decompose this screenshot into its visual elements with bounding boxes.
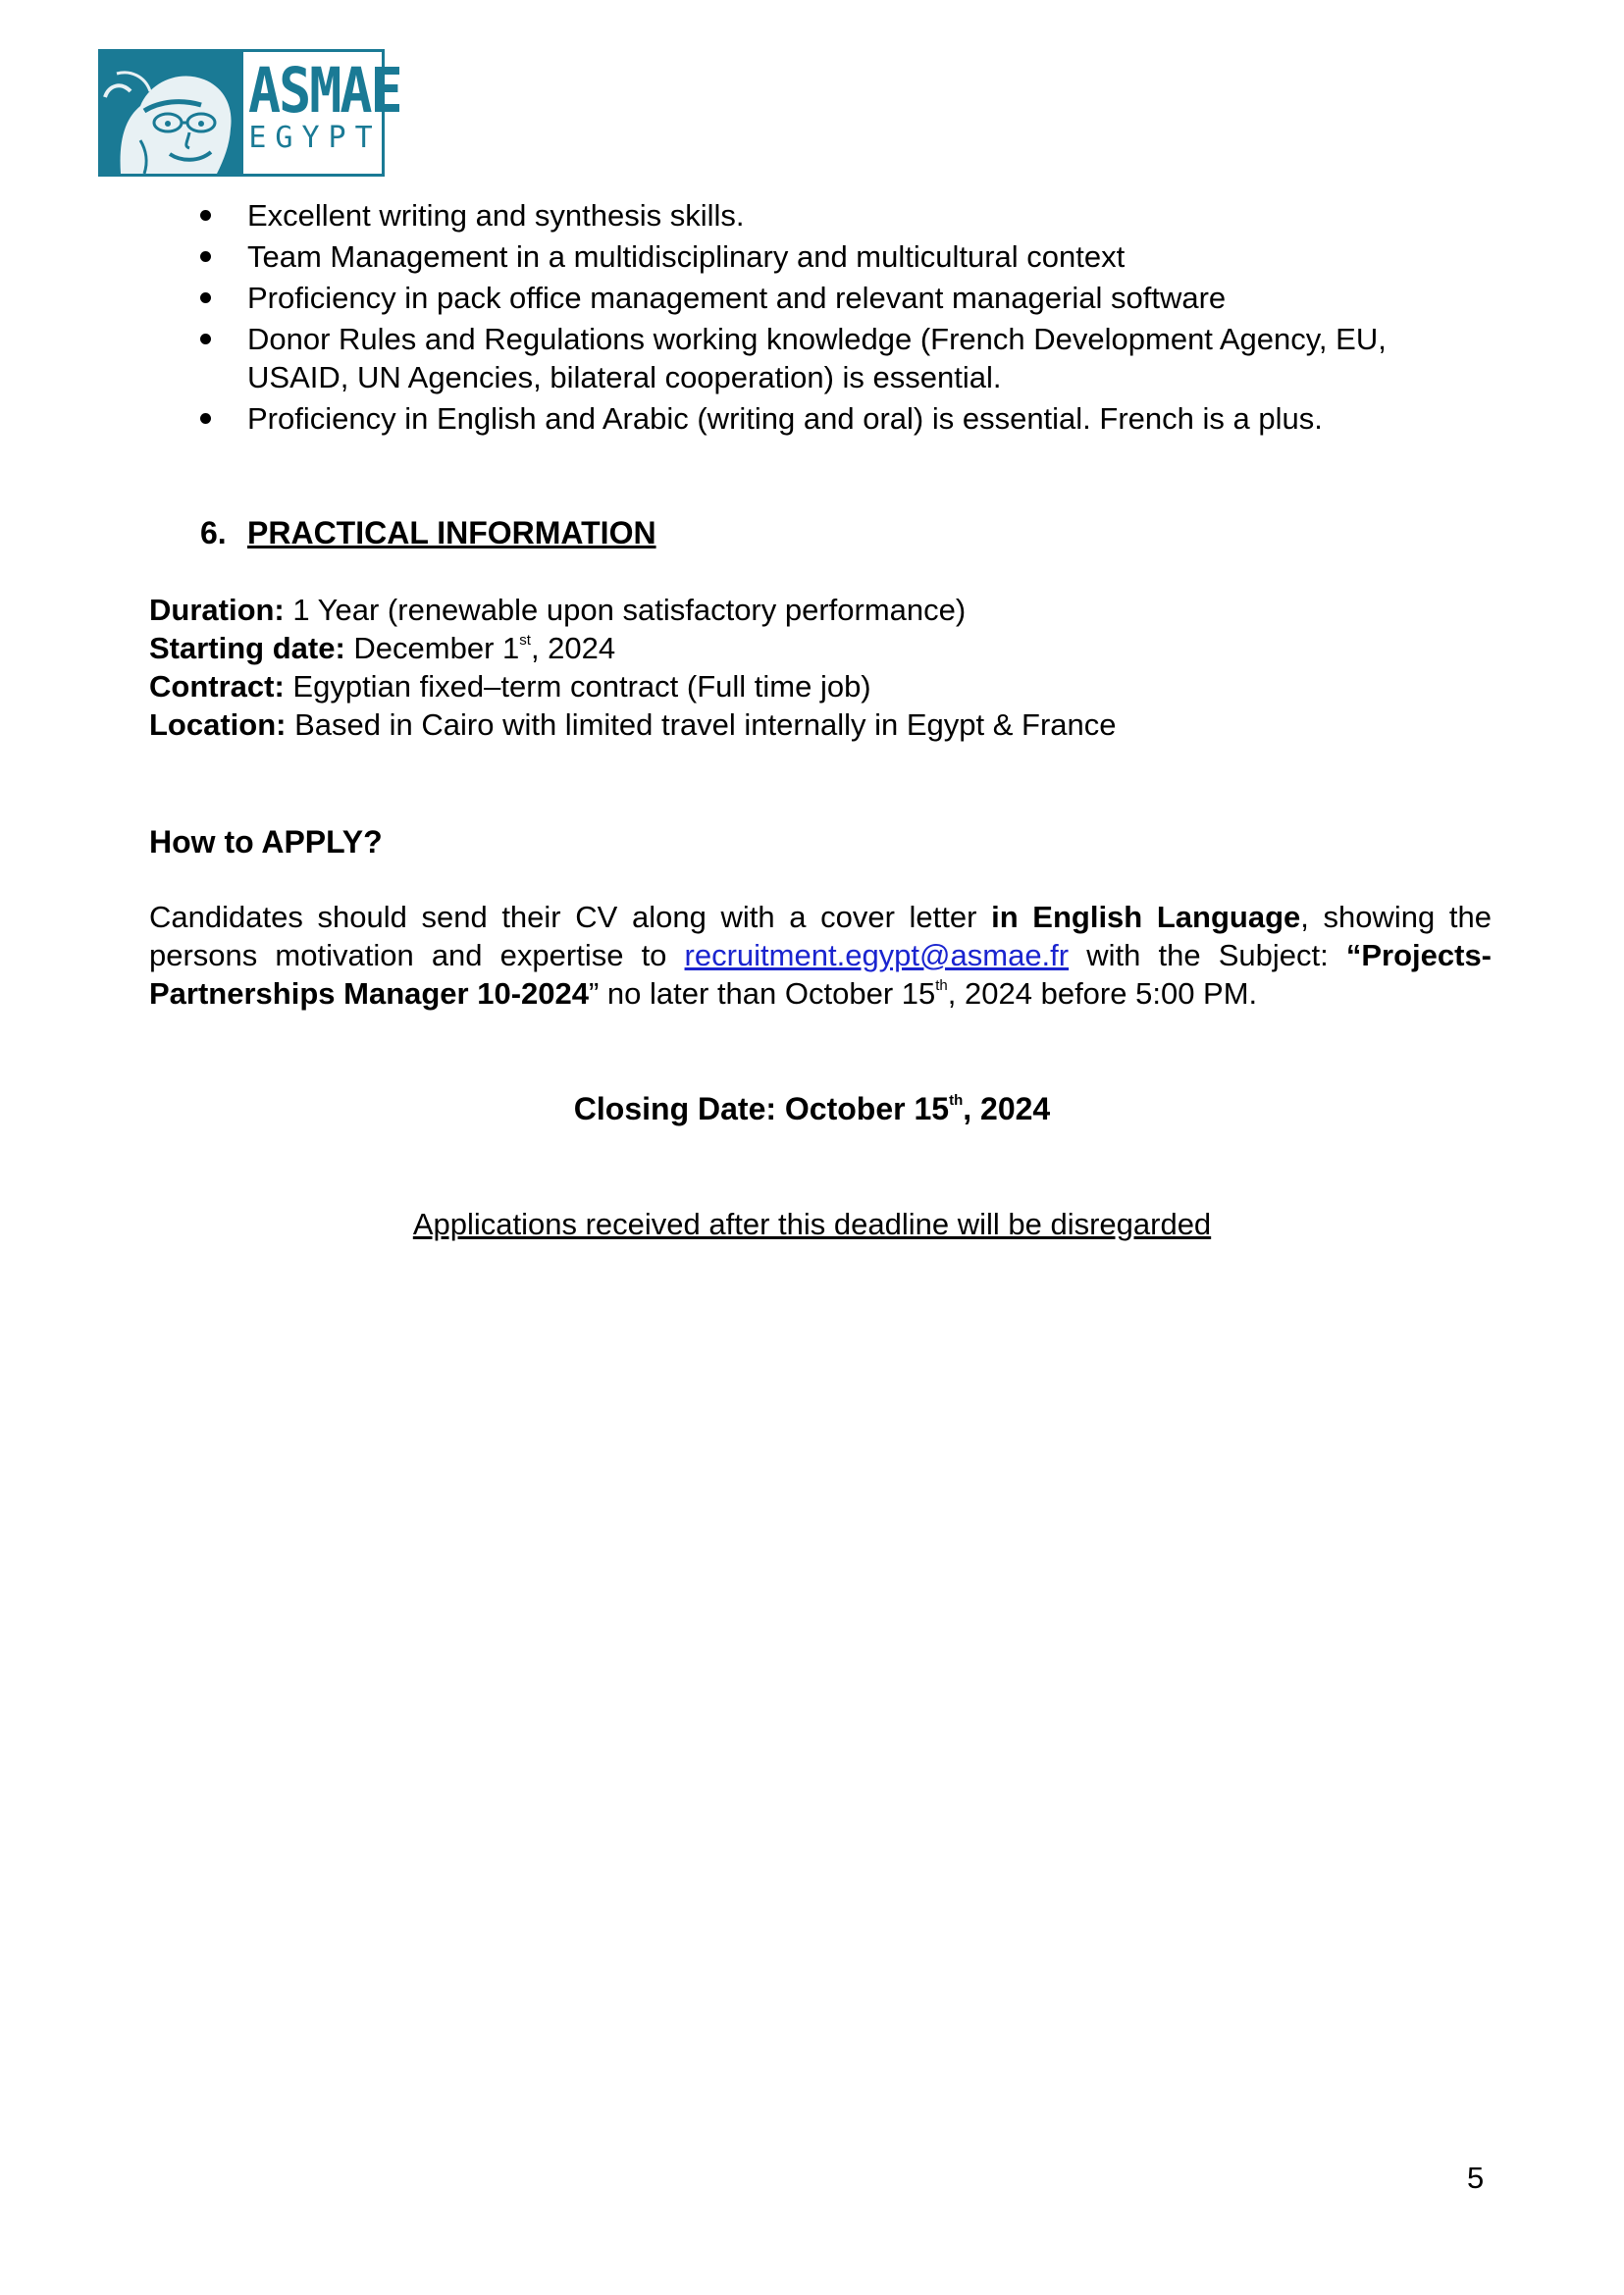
list-item-text: Proficiency in English and Arabic (writing and oral) is essential. French is a plus.: [247, 401, 1323, 436]
list-item: [200, 196, 1495, 235]
starting-date-value: [353, 631, 615, 665]
duration-row: [149, 591, 1484, 629]
bullet-icon: [200, 413, 211, 424]
closing-date: [0, 1089, 1624, 1128]
list-item: [200, 279, 1495, 317]
closing-date-year: , 2024: [963, 1091, 1051, 1126]
bullet-icon: [200, 210, 211, 221]
apply-text: ” no later than October 15: [589, 976, 936, 1011]
duration-value: 1 Year (renewable upon satisfactory performance): [292, 593, 967, 627]
list-item: [200, 237, 1495, 276]
location-row: [149, 705, 1484, 744]
starting-date-row: [149, 629, 1484, 667]
apply-language-emphasis: in English Language: [991, 900, 1301, 934]
ordinal-suffix: th: [935, 976, 948, 994]
list-item-text: Donor Rules and Regulations working knowledge (French Development Agency, EU, USAID, UN Agencies, bilateral cooperation) is essential.: [247, 322, 1387, 394]
list-item-text: Proficiency in pack office management and relevant managerial software: [247, 281, 1227, 315]
logo-subname: EGYPT: [248, 121, 382, 155]
recruitment-email-link[interactable]: recruitment.egypt@asmae.fr: [684, 938, 1070, 972]
how-to-apply-heading: How to APPLY?: [149, 824, 383, 860]
location-value: Based in Cairo with limited travel internally in Egypt & France: [294, 707, 1117, 742]
apply-text: Candidates should send their CV along with a cover letter: [149, 900, 992, 934]
ordinal-suffix: st: [519, 631, 531, 649]
duration-label: Duration:: [149, 593, 285, 627]
list-item-text: Team Management in a multidisciplinary and multicultural context: [247, 239, 1126, 274]
portrait-icon: [101, 52, 243, 174]
section-number: 6.: [200, 515, 227, 550]
apply-paragraph: [149, 898, 1492, 1013]
bullet-icon: [200, 334, 211, 344]
list-item: [200, 399, 1495, 438]
closing-date-text: Closing Date: October 15: [573, 1091, 950, 1126]
practical-info: [149, 591, 1484, 744]
deadline-disclaimer: Applications received after this deadline will be disregarded: [412, 1207, 1212, 1241]
requirements-list: [200, 196, 1495, 441]
bullet-icon: [200, 292, 211, 303]
apply-text: with the Subject:: [1069, 938, 1346, 972]
contract-value: Egyptian fixed–term contract (Full time job): [292, 669, 871, 704]
apply-subject: “Projects-Partnerships Manager 10-2024: [149, 938, 1493, 1011]
starting-date-text: December 1: [353, 631, 520, 665]
ordinal-suffix: th: [949, 1092, 964, 1110]
starting-date-year: , 2024: [530, 631, 616, 665]
list-item: [200, 320, 1495, 396]
section-title: PRACTICAL INFORMATION: [247, 515, 656, 550]
apply-text: , showing the persons motivation and expertise to: [149, 900, 1493, 972]
location-label: Location:: [149, 707, 287, 742]
contract-label: Contract:: [149, 669, 285, 704]
contract-row: [149, 667, 1484, 705]
bullet-icon: [200, 251, 211, 262]
section-heading-practical-information: [200, 513, 656, 552]
page-number: 5: [1467, 2161, 1485, 2195]
apply-text: , 2024 before 5:00 PM.: [947, 976, 1258, 1011]
logo-name: ASMAE: [248, 54, 401, 127]
logo-wordmark: [248, 54, 401, 155]
asmae-egypt-logo: [98, 49, 401, 177]
starting-date-label: Starting date:: [149, 631, 345, 665]
list-item-text: Excellent writing and synthesis skills.: [247, 198, 745, 233]
